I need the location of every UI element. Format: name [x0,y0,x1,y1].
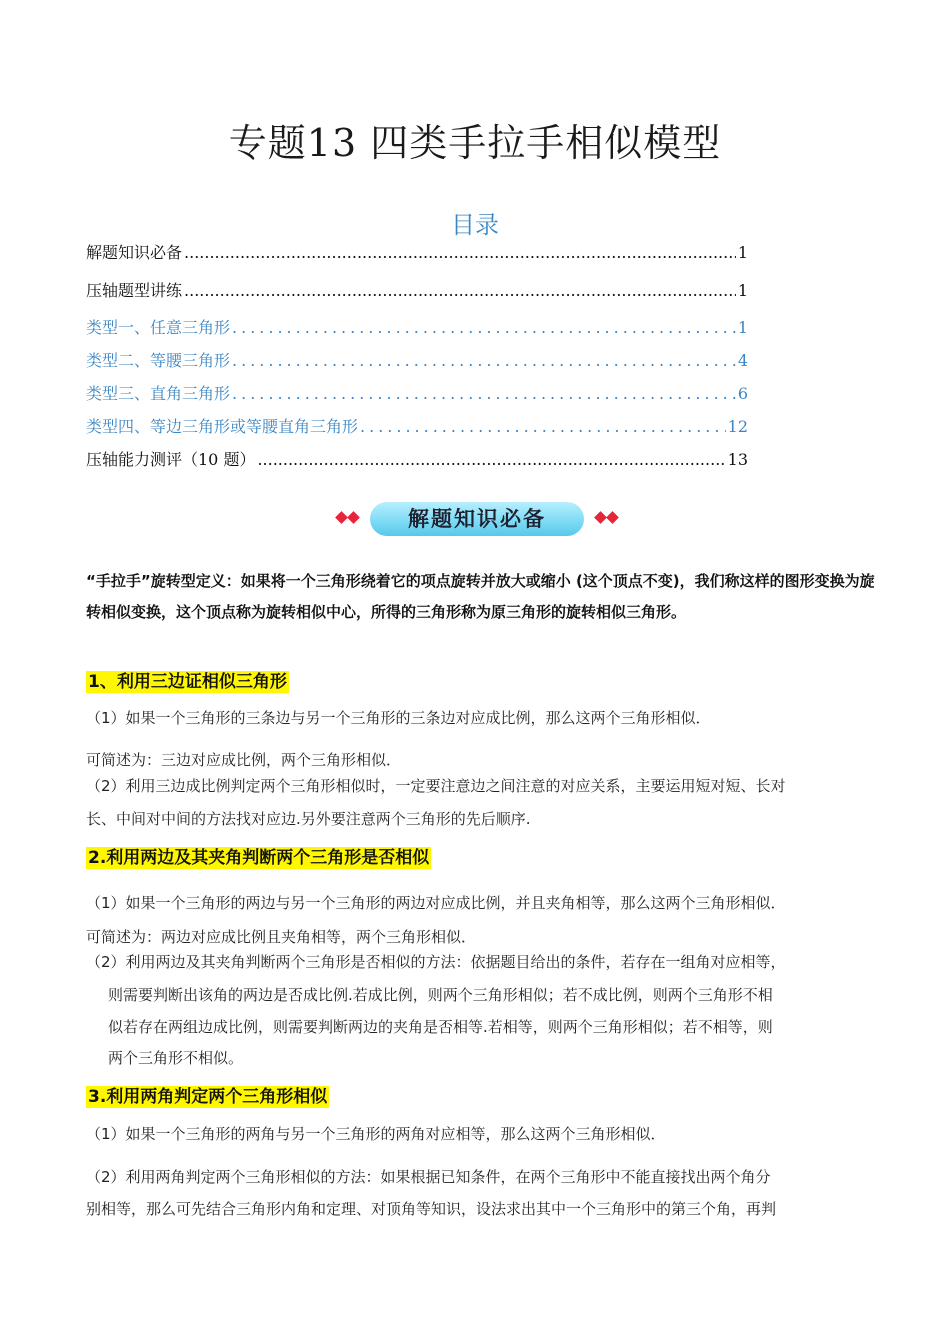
toc-item-label: 类型三、直角三角形 [86,384,231,403]
paragraph: （1）如果一个三角形的三条边与另一个三角形的三条边对应成比例，那么这两个三角形相似． [86,709,711,727]
paragraph: （1）如果一个三角形的两角与另一个三角形的两角对应相等，那么这两个三角形相似． [86,1125,666,1143]
section-heading [86,667,289,692]
definition-paragraph: “手拉手”旋转型定义：如果将一个三角形绕着它的项点旋转并放大或缩小 (这个顶点不变)，我们称这样的图形变换为旋转相似变换，这个顶点称为旋转相似中心，所得的三角形称为原三角形的旋转相似三角形。 [86,572,875,621]
toc-item[interactable] [86,381,748,404]
paragraph: 可简述为：两边对应成比例且夹角相等，两个三角形相似． [86,928,477,946]
toc-item[interactable] [86,315,748,338]
toc-item[interactable] [86,447,748,470]
toc-item[interactable] [86,414,748,437]
toc-item[interactable] [86,348,748,371]
toc-item-label: 类型二、等腰三角形 [86,351,231,370]
toc-leader-dots [360,417,726,436]
diamond-icon [335,511,348,524]
toc-item-page: 1 [737,281,748,300]
section-heading [86,843,431,868]
paragraph: 可简述为：三边对应成比例，两个三角形相似． [86,751,402,769]
toc-heading: 目录 [451,211,499,239]
section-heading [86,1082,329,1107]
toc-item-page: 13 [727,450,748,469]
paragraph: （1）如果一个三角形的两边与另一个三角形的两边对应成比例，并且夹角相等，那么这两个三角形相似． [86,894,786,912]
toc-item-page: 1 [737,318,748,337]
toc-item-label: 类型四、等边三角形或等腰直角三角形 [86,417,359,436]
toc-item[interactable] [86,278,748,301]
paragraph: 似若存在两组边成比例，则需要判断两边的夹角是否相等.若相等，则两个三角形相似；若不相等，则 [108,1018,773,1036]
banner-label: 解题知识必备 [408,507,546,531]
toc-item-page: 6 [737,384,748,403]
paragraph: 别相等，那么可先结合三角形内角和定理、对顶角等知识，设法求出其中一个三角形中的第三个角，再判 [86,1200,777,1218]
paragraph: 则需要判断出该角的两边是否成比例.若成比例，则两个三角形相似；若不成比例，则两个三角形不相 [108,986,773,1004]
paragraph: 长、中间对中间的方法找对应边.另外要注意两个三角形的先后顺序. [86,810,531,828]
section-heading-text: 3.利用两角判定两个三角形相似 [88,1087,328,1107]
toc-item[interactable] [86,240,748,263]
section-heading-text: 2.利用两边及其夹角判断两个三角形是否相似 [88,848,430,868]
page-title: 专题13 四类手拉手相似模型 [228,121,722,165]
toc-item-label: 压轴题型讲练 [86,281,183,300]
paragraph: 两个三角形不相似。 [108,1049,244,1067]
toc-leader-dots [184,281,736,300]
diamond-icon [606,511,619,524]
toc-item-label: 解题知识必备 [86,243,183,262]
paragraph: （2）利用两边及其夹角判断两个三角形是否相似的方法：依据题目给出的条件，若存在一组角对应相等， [86,953,786,971]
diamond-icon [594,511,607,524]
toc-item-page: 1 [737,243,748,262]
paragraph: （2）利用三边成比例判定两个三角形相似时，一定要注意边之间注意的对应关系，主要运用短对短、长对 [86,777,786,795]
toc-leader-dots [232,351,736,370]
diamond-icon [347,511,360,524]
paragraph: （2）利用两角判定两个三角形相似的方法：如果根据已知条件，在两个三角形中不能直接找出两个角分 [86,1168,771,1186]
toc-leader-dots [232,384,736,403]
toc-item-page: 4 [737,351,748,370]
toc-item-label: 压轴能力测评（10 题） [86,450,256,469]
section-heading-text: 1、利用三边证相似三角形 [88,672,287,692]
section-banner [332,500,622,540]
toc-item-label: 类型一、任意三角形 [86,318,231,337]
toc-leader-dots [257,450,725,469]
toc-leader-dots [232,318,736,337]
toc-leader-dots [184,243,736,262]
toc-item-page: 12 [727,417,748,436]
